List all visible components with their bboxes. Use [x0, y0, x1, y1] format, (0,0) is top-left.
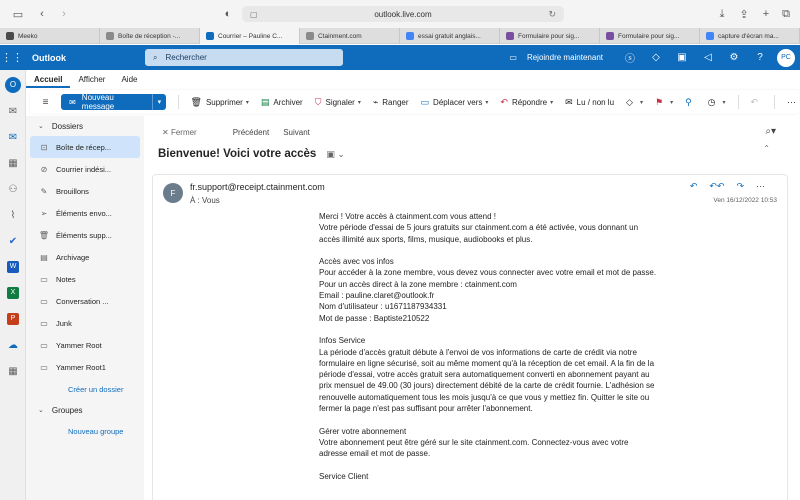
- read-unread-button[interactable]: [565, 97, 614, 108]
- message-subject: [158, 148, 345, 160]
- todo-icon[interactable]: ✔: [8, 235, 18, 247]
- search-icon: ⌕: [153, 52, 158, 62]
- privacy-icon[interactable]: ◐: [224, 8, 232, 20]
- delete-label: Supprimer: [205, 97, 243, 107]
- divider: [738, 95, 739, 109]
- body-paragraph: Mot de passe : Baptiste210522: [319, 313, 430, 323]
- reading-toolbar: [162, 128, 324, 137]
- sweep-label: Ranger: [382, 97, 409, 107]
- new-message-dropdown[interactable]: ▾: [152, 94, 165, 110]
- tab-label: essai gratuit anglais...: [418, 32, 481, 40]
- close-button[interactable]: ✕ Fermer: [162, 128, 197, 137]
- junk-icon: ⊘: [40, 164, 48, 174]
- folder-item[interactable]: [26, 356, 144, 378]
- browser-tab[interactable]: [300, 28, 400, 44]
- body-paragraph: Pour accéder à la zone membre, vous devez vous connecter avec votre email et mot de passe.: [319, 268, 657, 278]
- archive-icon: ▤: [260, 96, 270, 107]
- sidebar-toggle-icon[interactable]: ▭: [12, 8, 24, 21]
- send-icon: ➢: [40, 208, 48, 218]
- zoom-icon[interactable]: ⌕▾: [765, 126, 776, 137]
- shield-icon: ⛉: [314, 96, 322, 107]
- favicon-icon: [406, 32, 414, 40]
- new-message-button[interactable]: [61, 94, 152, 110]
- archive-icon: ▤: [40, 252, 48, 262]
- folder-item[interactable]: [26, 246, 144, 268]
- tab-view[interactable]: Afficher: [78, 75, 106, 84]
- trash-icon: 🗑: [190, 96, 202, 107]
- join-meeting-button[interactable]: [509, 53, 603, 62]
- folders-section[interactable]: [26, 116, 144, 136]
- inbox-icon: ⊡: [40, 142, 48, 152]
- reply-icon[interactable]: ↶: [689, 181, 698, 191]
- folder-item[interactable]: [30, 136, 140, 158]
- browser-tab[interactable]: [700, 28, 800, 44]
- body-paragraph: Nom d'utilisateur : u1671187934331: [319, 302, 447, 312]
- new-group-link[interactable]: Nouveau groupe: [68, 426, 124, 436]
- reply-all-icon[interactable]: ↶↶: [709, 181, 725, 191]
- folder-pane: [26, 116, 144, 500]
- people-icon[interactable]: ⚇: [8, 183, 18, 195]
- sender-avatar[interactable]: F: [163, 183, 183, 203]
- body-paragraph: La période d'accès gratuit débute à l'envoi de vos informations de carte de crédit via notre formulaire en ligne sécurisé, soit au même moment qu'à la réception de cet email. A la fin de la période d'essai, votre accès gratuit sera automatiquement converti en abonnement payant au prix mensuel de 49.00 (30 jours) directement débité de la carte de crédit fournie. L'adhésion se renouvelle automatiquement tous les mois jusqu'à ce que vous y mettiez fin. Quitter le site ou fermer la page n'est pas suffisant pour arrêter l'abonnement.: [319, 347, 655, 414]
- spacer: [319, 245, 659, 256]
- message-body: [319, 211, 659, 482]
- tab-help[interactable]: Aide: [121, 75, 138, 84]
- mail-active-icon[interactable]: ✉: [8, 131, 18, 143]
- tab-label: Courrier – Pauline C...: [218, 32, 283, 40]
- page-icon: ▢: [250, 9, 258, 19]
- outlook-app-icon[interactable]: O: [0, 72, 26, 98]
- favicon-icon: [306, 32, 314, 40]
- chevron-down-icon: ▾: [245, 99, 249, 106]
- tab-label: Formulaire pour sig...: [618, 32, 680, 40]
- folder-icon: ▭: [40, 296, 48, 306]
- powerpoint-icon[interactable]: P: [0, 306, 26, 332]
- folder-item[interactable]: [26, 268, 144, 290]
- new-message-label: Nouveau message: [81, 93, 115, 111]
- megaphone-icon[interactable]: ◁: [704, 52, 712, 63]
- chevron-down-icon: ▾: [550, 99, 554, 106]
- folder-label: Archivage: [56, 252, 90, 262]
- chevron-down-icon: ▾: [357, 99, 361, 106]
- tab-label: Boîte de réception -...: [118, 32, 181, 40]
- chevron-down-icon: ⌄: [38, 123, 44, 130]
- folder-item[interactable]: [26, 334, 144, 356]
- message-card: [152, 174, 788, 500]
- tab-label: Meeko: [18, 32, 38, 40]
- download-icon[interactable]: ⤓: [719, 7, 725, 20]
- sender-address[interactable]: fr.support@receipt.ctainment.com: [190, 182, 325, 192]
- next-button[interactable]: Suivant: [283, 128, 310, 137]
- archive-label: Archiver: [273, 97, 303, 107]
- archive-button[interactable]: [261, 97, 303, 108]
- browser-tab[interactable]: [600, 28, 700, 44]
- brand[interactable]: Outlook: [32, 52, 66, 63]
- excel-icon[interactable]: X: [0, 280, 26, 306]
- tab-home[interactable]: Accueil: [26, 75, 70, 88]
- more-apps-icon[interactable]: ▦: [8, 365, 18, 377]
- office-icon[interactable]: ▣: [677, 52, 687, 63]
- recipient: À : Vous: [190, 196, 220, 205]
- compose-icon: ✉: [69, 97, 76, 107]
- address-bar[interactable]: [242, 6, 564, 22]
- new-message-split-button: [61, 94, 165, 110]
- folder-item[interactable]: [26, 224, 144, 246]
- notes-icon: ▭: [40, 274, 48, 284]
- reply-icon: ↶: [500, 96, 508, 107]
- tag-button[interactable]: [626, 97, 643, 108]
- app-rail: [0, 70, 26, 500]
- outlook-header: [0, 45, 800, 70]
- pin-button[interactable]: [685, 97, 696, 108]
- folder-label: Brouillons: [56, 186, 89, 196]
- mail-icon[interactable]: ✉: [8, 105, 18, 117]
- chevron-down-icon: ▾: [722, 99, 726, 106]
- draft-icon: ✎: [40, 186, 48, 196]
- delete-button[interactable]: [191, 97, 249, 108]
- body-paragraph: Email : pauline.claret@outlook.fr: [319, 291, 435, 301]
- groups-section[interactable]: [26, 400, 144, 420]
- folder-move-icon: ▭: [420, 96, 430, 107]
- more-commands-button[interactable]: [787, 97, 800, 107]
- subject-text: Bienvenue! Voici votre accès: [158, 148, 317, 160]
- favicon-icon: [506, 32, 514, 40]
- chevron-down-icon: ▾: [639, 99, 643, 106]
- reading-pane: [144, 116, 800, 500]
- envelope-open-icon: ✉: [565, 96, 573, 107]
- tab-overview-icon[interactable]: ⧉: [782, 7, 790, 20]
- folder-item[interactable]: [26, 180, 144, 202]
- more-icon: ···: [787, 97, 796, 107]
- tag-icon: ◇: [626, 96, 633, 107]
- groups-label: Groupes: [51, 405, 83, 415]
- folder-item[interactable]: [26, 202, 144, 224]
- favicon-icon: [606, 32, 614, 40]
- previous-button[interactable]: Précédent: [232, 128, 270, 137]
- body-paragraph: Accès avec vos infos: [319, 257, 394, 267]
- chevron-down-icon: ▾: [485, 99, 489, 106]
- folder-item[interactable]: [26, 158, 144, 180]
- trash-icon: 🗑: [38, 230, 50, 240]
- folder-label: Courrier indési...: [56, 164, 112, 174]
- browser-tab[interactable]: [400, 28, 500, 44]
- sweep-button[interactable]: [373, 97, 409, 108]
- browser-tab[interactable]: [100, 28, 200, 44]
- join-label: Rejoindre maintenant: [526, 53, 603, 62]
- folder-label: Yammer Root1: [56, 362, 106, 372]
- pin-icon: ⚲: [685, 96, 692, 107]
- report-label: Signaler: [325, 97, 355, 107]
- undo-button[interactable]: [751, 97, 763, 108]
- favicon-icon: [106, 32, 114, 40]
- folder-item[interactable]: [26, 312, 144, 334]
- forward-icon[interactable]: ↷: [736, 181, 744, 191]
- folder-label: Yammer Root: [56, 340, 102, 350]
- spacer: [319, 414, 659, 425]
- spacer: [319, 460, 659, 471]
- read-unread-label: Lu / non lu: [576, 97, 615, 107]
- back-icon[interactable]: ‹: [40, 8, 44, 20]
- broom-icon: ⌁: [372, 96, 379, 107]
- chevron-down-icon: ▾: [670, 99, 674, 106]
- share-icon[interactable]: ⇪: [739, 8, 749, 21]
- skype-icon[interactable]: ⓢ: [625, 54, 635, 65]
- folder-label: Éléments envo...: [56, 208, 112, 218]
- body-paragraph: Merci ! Votre accès à ctainment.com vous attend !: [319, 212, 496, 221]
- create-folder-link[interactable]: Créer un dossier: [68, 384, 124, 394]
- search-placeholder: Rechercher: [165, 53, 207, 62]
- command-bar: [30, 90, 800, 114]
- video-icon: ▭: [509, 53, 517, 62]
- folder-label: Boîte de récep...: [56, 142, 112, 152]
- clock-icon: ◷: [707, 96, 716, 107]
- body-paragraph: Infos Service: [319, 336, 366, 346]
- folders-label: Dossiers: [51, 121, 83, 131]
- body-paragraph: Gérer votre abonnement: [319, 426, 407, 436]
- reply-button[interactable]: [500, 97, 553, 108]
- close-label: Fermer: [170, 128, 197, 137]
- calendar-icon[interactable]: ▦: [8, 157, 18, 169]
- attach-icon[interactable]: ⌇: [10, 209, 16, 221]
- divider: [178, 95, 179, 109]
- spacer: [319, 324, 659, 335]
- body-paragraph: Service Client: [319, 471, 369, 481]
- flag-button[interactable]: [655, 97, 673, 108]
- hamburger-icon[interactable]: ≡: [42, 96, 49, 108]
- body-paragraph: Pour un accès direct à la zone membre : ctainment.com: [319, 279, 517, 289]
- ribbon-tabs: [26, 70, 800, 88]
- tab-label: Ctainment.com: [318, 32, 362, 40]
- folder-label: Conversation ...: [56, 296, 109, 306]
- folder-list: [26, 136, 144, 378]
- body-paragraph: Votre période d'essai de 5 jours gratuits sur ctainment.com a été activée, vous donnant un accès illimité aux sports, films, musique, audiobooks et plus.: [319, 223, 639, 244]
- help-icon[interactable]: ?: [757, 52, 763, 63]
- snooze-button[interactable]: [708, 97, 726, 108]
- url-text: outlook.live.com: [374, 9, 432, 19]
- chevron-down-icon: ⌄: [38, 407, 44, 414]
- folder-label: Notes: [56, 274, 76, 284]
- browser-tab[interactable]: [500, 28, 600, 44]
- browser-tab[interactable]: [200, 28, 300, 44]
- folder-icon: ▭: [40, 362, 48, 372]
- divider: [774, 95, 775, 109]
- settings-icon[interactable]: ⚙: [729, 52, 739, 63]
- favicon-icon: [706, 32, 714, 40]
- browser-toolbar: [0, 0, 800, 28]
- flag-icon: ⚑: [654, 96, 664, 107]
- more-icon[interactable]: ···: [756, 181, 765, 191]
- avatar[interactable]: PC: [777, 49, 795, 67]
- message-date: Ven 16/12/2022 10:53: [713, 197, 777, 204]
- expand-icon[interactable]: ⌃: [763, 144, 770, 153]
- favicon-icon: [206, 32, 214, 40]
- favicon-icon: [6, 32, 14, 40]
- folder-item[interactable]: [26, 290, 144, 312]
- onedrive-icon[interactable]: ☁: [8, 339, 18, 351]
- forward-icon[interactable]: ›: [62, 8, 66, 20]
- report-button[interactable]: [315, 97, 361, 108]
- folder-label: Éléments supp...: [56, 230, 112, 240]
- browser-tab[interactable]: [0, 28, 100, 44]
- move-label: Déplacer vers: [433, 97, 483, 107]
- label-icon[interactable]: ▣ ⌄: [326, 148, 345, 159]
- word-icon[interactable]: W: [0, 254, 26, 280]
- body-paragraph: Votre abonnement peut être géré sur le site ctainment.com. Connectez-vous avec votre adresse email et mot de passe.: [319, 437, 629, 459]
- premium-icon[interactable]: ◇: [652, 52, 660, 63]
- folder-icon: ▭: [40, 318, 48, 328]
- message-actions: [678, 181, 765, 192]
- app-launcher-icon[interactable]: ⋮⋮: [1, 52, 23, 64]
- undo-icon: ↶: [750, 96, 759, 107]
- tab-bar: [0, 28, 800, 44]
- tab-label: Formulaire pour sig...: [518, 32, 580, 40]
- reload-icon[interactable]: ↻: [548, 8, 556, 19]
- new-tab-icon[interactable]: +: [762, 8, 770, 20]
- folder-icon: ▭: [40, 340, 48, 350]
- folder-label: Junk: [56, 318, 72, 328]
- reply-label: Répondre: [511, 97, 548, 107]
- search-input[interactable]: [145, 49, 343, 66]
- move-to-button[interactable]: [421, 97, 489, 108]
- tab-label: capture d'écran ma...: [718, 32, 779, 40]
